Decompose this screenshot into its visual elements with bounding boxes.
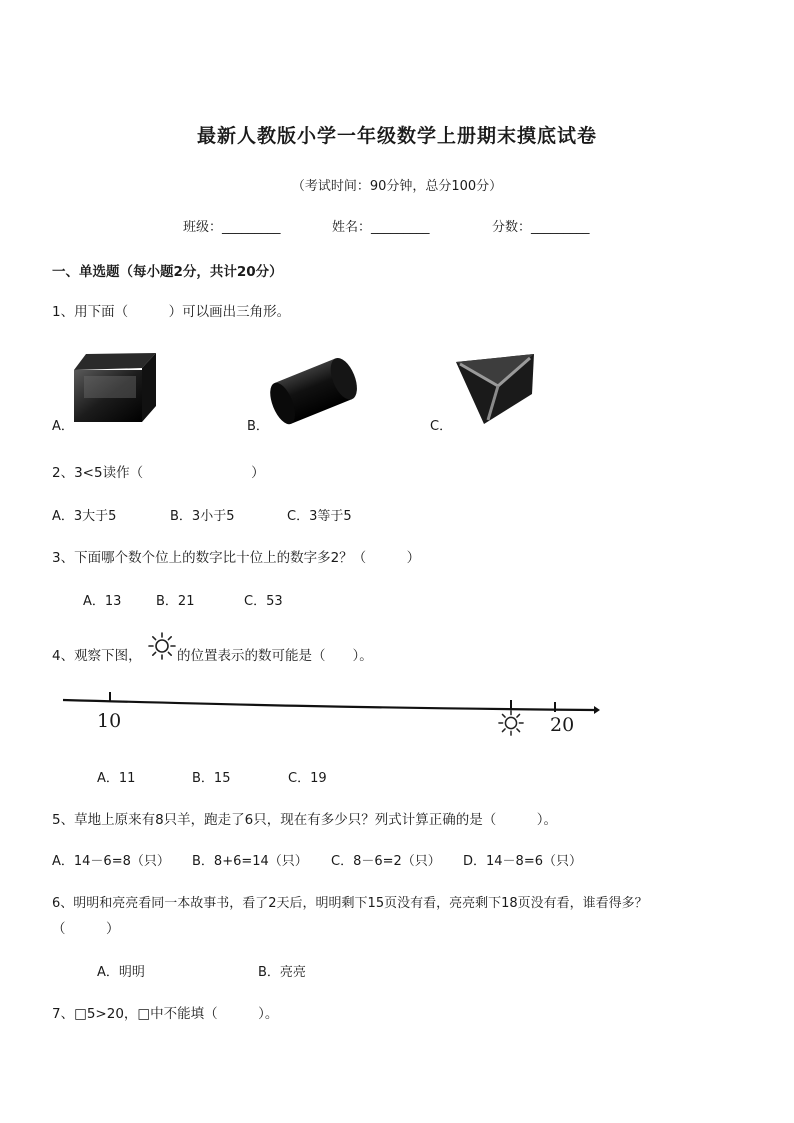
q4-option-c: C．19 <box>288 771 327 786</box>
q5-option-d: D．14－8=6（只） <box>463 854 582 869</box>
page-title: 最新人教版小学一年级数学上册期末摸底试卷 <box>196 125 597 147</box>
question-7-stem: 7、□5>20，□中不能填（ ）。 <box>52 1006 279 1022</box>
sun-marker-icon <box>498 710 524 736</box>
cube-image <box>70 348 162 426</box>
sun-icon <box>148 632 176 660</box>
score-field-label: 分数：_________ <box>492 220 590 235</box>
q2-option-a: A．3大于5 <box>52 509 117 524</box>
q2-option-b: B．3小于5 <box>170 509 235 524</box>
question-1-stem: 1、用下面（ ）可以画出三角形。 <box>52 304 291 320</box>
number-line-label-10: 10 <box>97 710 122 732</box>
question-3-stem: 3、下面哪个数个位上的数字比十位上的数字多2？（ ） <box>52 550 421 566</box>
q3-option-c: C．53 <box>244 594 283 609</box>
q5-option-c: C．8－6=2（只） <box>331 854 441 869</box>
section-heading: 一、单选题（每小题2分，共计20分） <box>52 264 283 280</box>
number-line-label-20: 20 <box>550 714 575 736</box>
triangular-prism-image <box>452 350 538 428</box>
q4-option-b: B．15 <box>192 771 231 786</box>
question-6-stem: 6、明明和亮亮看同一本故事书，看了2天后，明明剩下15页没有看，亮亮剩下18页没有看，谁看得多？ <box>52 896 648 911</box>
q4-option-a: A．11 <box>97 771 136 786</box>
class-field-label: 班级：_________ <box>183 220 281 235</box>
cylinder-image <box>268 354 364 426</box>
q1-option-c: C． <box>430 419 453 434</box>
q6-option-b: B．亮亮 <box>258 965 306 980</box>
question-2-stem: 2、3<5读作（ ） <box>52 465 265 481</box>
name-field-label: 姓名：_________ <box>332 220 430 235</box>
question-5-stem: 5、草地上原来有8只羊，跑走了6只，现在有多少只？列式计算正确的是（ ）。 <box>52 812 558 828</box>
q2-option-c: C．3等于5 <box>287 509 352 524</box>
q1-option-b: B． <box>247 419 269 434</box>
q1-option-a: A． <box>52 419 74 434</box>
q5-option-b: B．8+6=14（只） <box>192 854 308 869</box>
q3-option-a: A．13 <box>83 594 122 609</box>
q5-option-a: A．14－6=8（只） <box>52 854 170 869</box>
exam-subtitle: （考试时间：90分钟，总分100分） <box>291 179 503 194</box>
question-4-stem-start: 4、观察下图， <box>52 648 142 664</box>
question-4-stem-end: 的位置表示的数可能是（ ）。 <box>177 648 373 664</box>
q3-option-b: B．21 <box>156 594 195 609</box>
q6-option-a: A．明明 <box>97 965 145 980</box>
question-6-stem-continued: （ ） <box>52 921 120 937</box>
